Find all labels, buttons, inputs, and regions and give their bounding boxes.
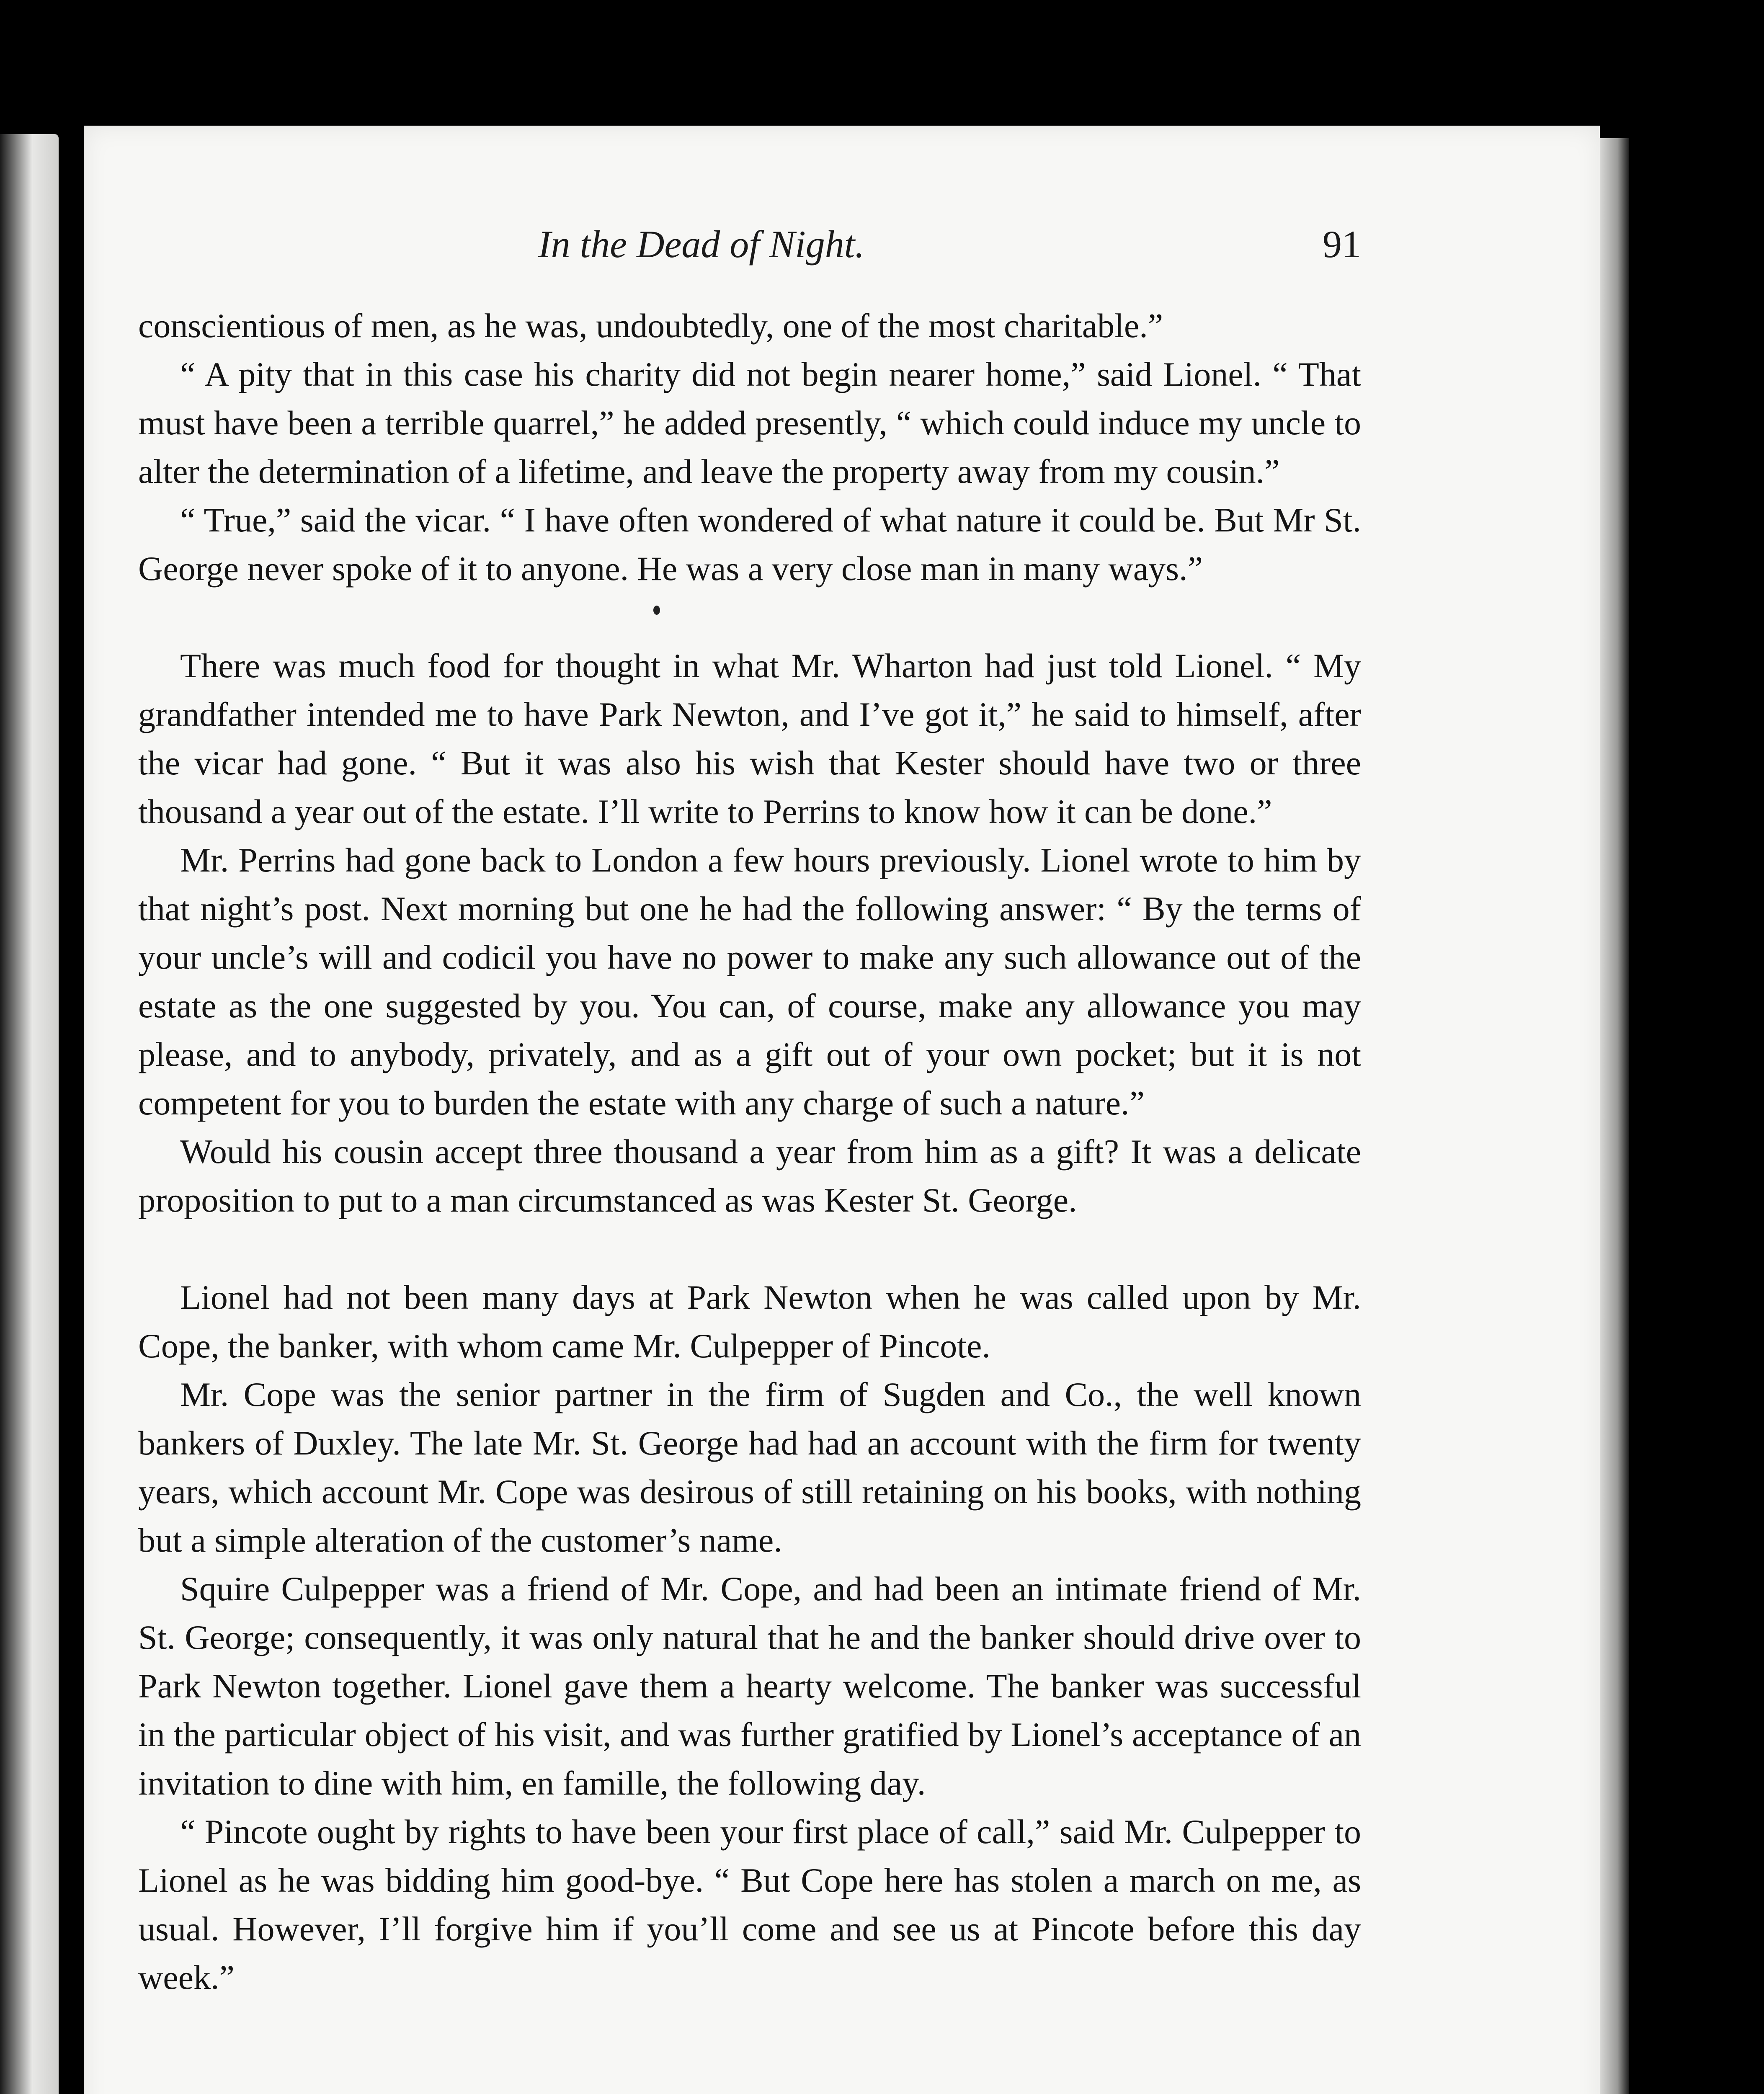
body-text <box>138 302 1361 2002</box>
paragraph: “ True,” said the vicar. “ I have often wondered of what nature it could be. But Mr St. George never spoke of it to anyone. He was a very close man in many ways.” <box>138 501 1361 588</box>
page-edge-shadow <box>1600 138 1629 2094</box>
paragraph: Mr. Cope was the senior partner in the firm of Sugden and Co., the well known bankers of Duxley. The late Mr. St. George had had an account with the firm for twenty years, which account Mr. Cope was desirous of still retaining on his books, with nothing but a simple alteration of the customer’s name. <box>138 1375 1361 1559</box>
page-number: 91 <box>1323 223 1361 266</box>
paragraph: “ A pity that in this case his charity did not begin nearer home,” said Lionel. “ That must have been a terrible quarrel,” he added presently, “ which could induce my uncle to alter the determination of a lifetime, and leave the property away from my cousin.” <box>138 355 1361 490</box>
paragraph: “ Pincote ought by rights to have been your first place of call,” said Mr. Culpepper to Lionel as he was bidding him good-bye. “ But Cope here has stolen a march on me, as usual. However, I’ll forgive him if you’ll come and see us at Pincote before this day week.” <box>138 1813 1361 1996</box>
section-break <box>138 593 1361 642</box>
facing-page-edge <box>0 134 59 2094</box>
paragraph: conscientious of men, as he was, undoubtedly, one of the most charitable.” <box>138 307 1163 345</box>
paragraph: Squire Culpepper was a friend of Mr. Cope, and had been an intimate friend of Mr. St. George; consequently, it was only natural that he and the banker should drive over to Park Newton together. Lionel gave them a hearty welcome. The banker was successful in the particular object of his visit, and was further gratified by Lionel’s acceptance of an invitation to dine with him, en famille, the following day. <box>138 1570 1361 1802</box>
paragraph: There was much food for thought in what Mr. Wharton had just told Lionel. “ My grandfather intended me to have Park Newton, and I’ve got it,” he said to himself, after the vicar had gone. “ But it was also his wish that Kester should have two or three thousand a year out of the estate. I’ll write to Perrins to know how it can be done.” <box>138 647 1361 830</box>
paragraph: Would his cousin accept three thousand a year from him as a gift? It was a delicate proposition to put to a man circumstanced as was Kester St. George. <box>138 1132 1361 1219</box>
paragraph: Lionel had not been many days at Park Newton when he was called upon by Mr. Cope, the banker, with whom came Mr. Culpepper of Pincote. <box>138 1278 1361 1365</box>
section-break <box>138 1225 1361 1273</box>
paragraph: Mr. Perrins had gone back to London a few hours previously. Lionel wrote to him by that night’s post. Next morning but one he had the following answer: “ By the terms of your uncle’s will and codicil you have no power to make any such allowance out of the estate as the one suggested by you. You can, of course, make any allowance you may please, and to anybody, privately, and as a gift out of your own pocket; but it is not competent for you to burden the estate with any charge of such a nature.” <box>138 841 1361 1122</box>
running-head-title: In the Dead of Night. <box>538 223 865 266</box>
running-head <box>138 222 1361 276</box>
